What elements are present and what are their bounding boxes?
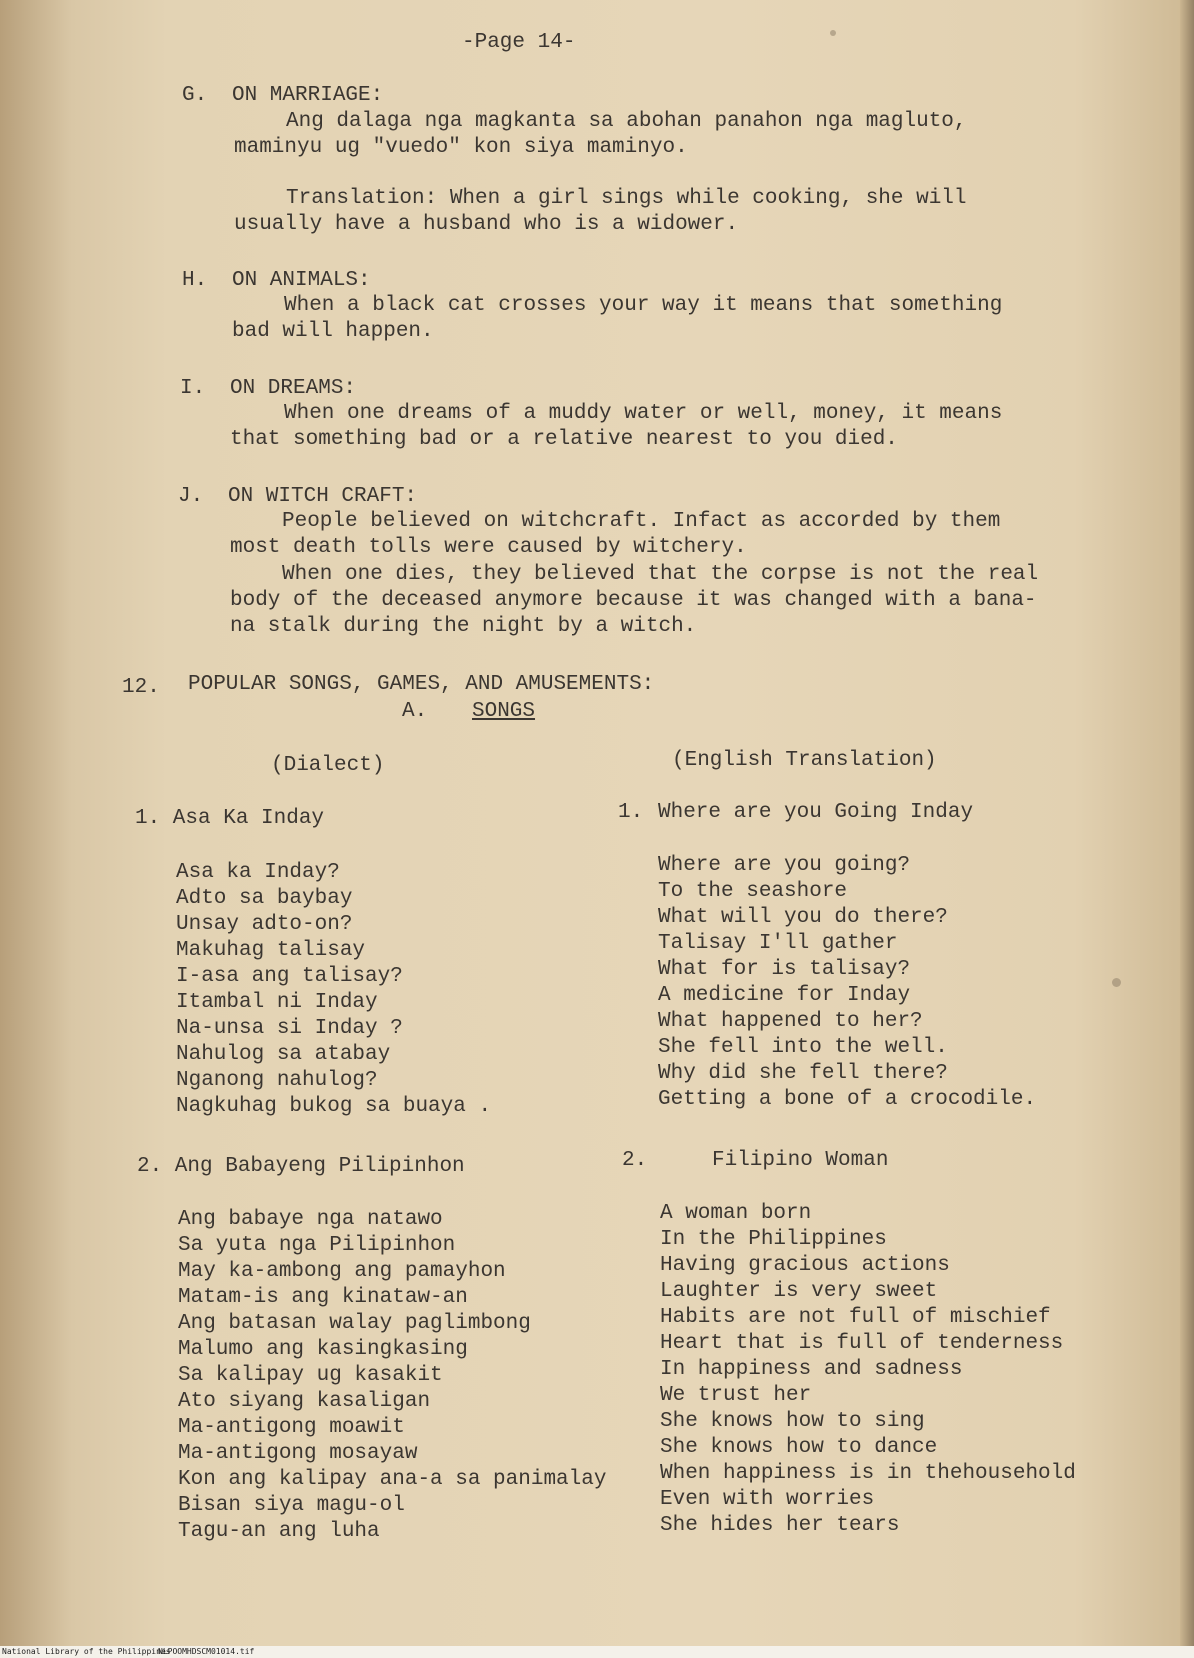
section-j-letter: J. (178, 485, 204, 508)
section-12-number: 12. (122, 676, 160, 699)
section-j-line: People believed on witchcraft. Infact as accorded by them (282, 510, 1001, 533)
section-h-letter: H. (182, 269, 208, 292)
lyric-line: Ang batasan walay paglimbong (178, 1312, 531, 1335)
lyric-line: Nagkuhag bukog sa buaya . (176, 1095, 492, 1118)
lyric-line: In the Philippines (660, 1228, 887, 1251)
section-g-line: Ang dalaga nga magkanta sa abohan panahon nga magluto, (286, 110, 967, 133)
lyric-line: When happiness is in thehousehold (660, 1462, 1076, 1485)
lyric-line: What for is talisay? (658, 958, 911, 981)
section-j-line: most death tolls were caused by witchery. (230, 536, 747, 559)
lyric-line: Unsay adto-on? (176, 913, 353, 936)
lyric-line: She fell into the well. (658, 1036, 948, 1059)
lyric-line: Habits are not full of mischief (660, 1306, 1051, 1329)
lyric-line: Ang babaye nga natawo (178, 1208, 443, 1231)
lyric-line: Asa ka Inday? (176, 861, 340, 884)
lyric-line: Bisan siya magu-ol (178, 1494, 405, 1517)
section-i-letter: I. (180, 377, 206, 400)
lyric-line: Tagu-an ang luha (178, 1520, 380, 1543)
section-h-line: When a black cat crosses your way it means that something (284, 294, 1003, 317)
lyric-line: Getting a bone of a crocodile. (658, 1088, 1037, 1111)
lyric-line: Na-unsa si Inday ? (176, 1017, 403, 1040)
song-2-english-lyrics (660, 1201, 1076, 1539)
section-i-line: When one dreams of a muddy water or well, money, it means (284, 402, 1003, 425)
lyric-line: What happened to her? (658, 1010, 923, 1033)
lyric-line: May ka-ambong ang pamayhon (178, 1260, 506, 1283)
lyric-line: Malumo ang kasingkasing (178, 1338, 468, 1361)
lyric-line: She knows how to sing (660, 1410, 925, 1433)
song-1-dialect-lyrics (176, 860, 491, 1120)
lyric-line: She knows how to dance (660, 1436, 938, 1459)
lyric-line: Why did she fell there? (658, 1062, 948, 1085)
section-i-line: that something bad or a relative nearest to you died. (230, 428, 898, 451)
lyric-line: Heart that is full of tenderness (660, 1332, 1064, 1355)
lyric-line: Sa yuta nga Pilipinhon (178, 1234, 456, 1257)
lyric-line: Adto sa baybay (176, 887, 353, 910)
english-column-heading: (English Translation) (672, 749, 937, 772)
lyric-line: She hides her tears (660, 1514, 900, 1537)
section-j-line: body of the deceased anymore because it was changed with a bana- (230, 589, 1037, 612)
dialect-column-heading: (Dialect) (271, 754, 385, 777)
lyric-line: A woman born (660, 1202, 812, 1225)
lyric-line: We trust her (660, 1384, 812, 1407)
songs-sub-letter: A. (402, 700, 428, 723)
lyric-line: Ma-antigong moawit (178, 1416, 405, 1439)
book-spine-shadow (1180, 0, 1194, 1658)
lyric-line: Laughter is very sweet (660, 1280, 938, 1303)
song-2-english-title: Filipino Woman (712, 1149, 889, 1172)
section-h-line: bad will happen. (232, 320, 434, 343)
song-1-english-number: 1. (618, 801, 644, 824)
song-1-english-title: Where are you Going Inday (658, 801, 974, 824)
ink-smudge (830, 30, 836, 36)
section-j-line: When one dies, they believed that the corpse is not the real (282, 563, 1039, 586)
section-12-heading: POPULAR SONGS, GAMES, AND AMUSEMENTS: (188, 673, 655, 696)
lyric-line: Itambal ni Inday (176, 991, 378, 1014)
lyric-line: What will you do there? (658, 906, 948, 929)
song-1-dialect-title: 1. Asa Ka Inday (135, 807, 325, 830)
lyric-line: Ato siyang kasaligan (178, 1390, 431, 1413)
lyric-line: Ma-antigong mosayaw (178, 1442, 418, 1465)
lyric-line: Kon ang kalipay ana-a sa panimalay (178, 1468, 607, 1491)
song-2-english-number: 2. (622, 1149, 648, 1172)
lyric-line: Nganong nahulog? (176, 1069, 378, 1092)
lyric-line: Where are you going? (658, 854, 911, 877)
section-g-line: maminyu ug "vuedo" kon siya maminyo. (234, 136, 688, 159)
lyric-line: Nahulog sa atabay (176, 1043, 391, 1066)
songs-sub-title: SONGS (472, 700, 536, 723)
section-g-letter: G. (182, 84, 208, 107)
section-j-line: na stalk during the night by a witch. (230, 615, 697, 638)
lyric-line: Sa kalipay ug kasakit (178, 1364, 443, 1387)
lyric-line: Matam-is ang kinataw-an (178, 1286, 468, 1309)
lyric-line: Talisay I'll gather (658, 932, 898, 955)
section-g-heading: ON MARRIAGE: (232, 84, 384, 107)
lyric-line: Even with worries (660, 1488, 875, 1511)
lyric-line: Having gracious actions (660, 1254, 950, 1277)
lyric-line: Makuhag talisay (176, 939, 366, 962)
lyric-line: I-asa ang talisay? (176, 965, 403, 988)
section-i-heading: ON DREAMS: (230, 377, 357, 400)
lyric-line: To the seashore (658, 880, 848, 903)
footer-file: NLPOOMHDSCM01014.tif (158, 1647, 255, 1656)
section-j-heading: ON WITCH CRAFT: (228, 485, 418, 508)
song-2-dialect-title: 2. Ang Babayeng Pilipinhon (137, 1155, 465, 1178)
footer-library: National Library of the Philippines (2, 1647, 171, 1656)
ink-smudge (1112, 978, 1121, 987)
song-1-english-lyrics (658, 853, 1036, 1113)
song-2-dialect-lyrics (178, 1207, 606, 1545)
lyric-line: In happiness and sadness (660, 1358, 963, 1381)
section-g-translation: usually have a husband who is a widower. (234, 213, 739, 236)
section-g-translation: Translation: When a girl sings while cooking, she will (286, 187, 967, 210)
lyric-line: A medicine for Inday (658, 984, 911, 1007)
page-number: -Page 14- (462, 31, 576, 54)
section-h-heading: ON ANIMALS: (232, 269, 371, 292)
